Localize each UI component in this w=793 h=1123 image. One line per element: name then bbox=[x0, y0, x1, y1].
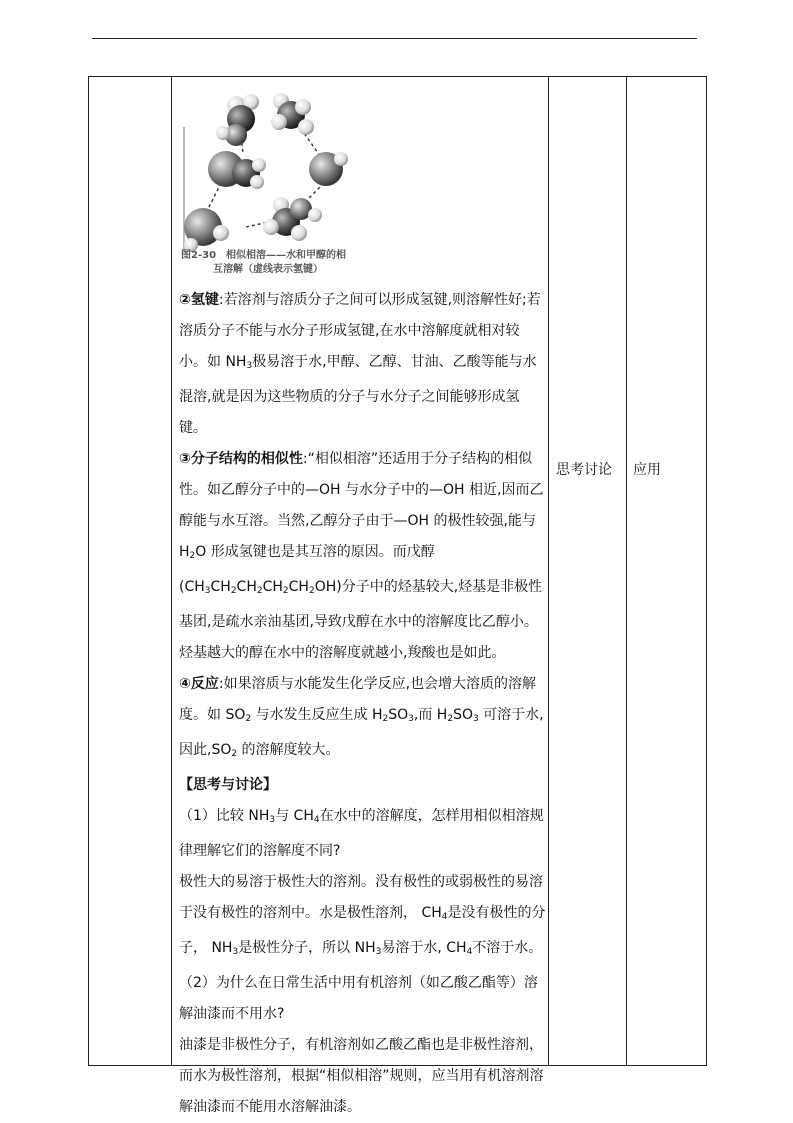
text: SO bbox=[388, 707, 409, 723]
text: 可溶于水,因此,SO bbox=[179, 707, 544, 758]
text: O 形成氢键也是其互溶的原因。而戊醇(CH bbox=[179, 544, 435, 595]
subscript: 3 bbox=[204, 586, 211, 596]
figure-caption bbox=[181, 249, 346, 277]
text: 不溶于水。 bbox=[472, 940, 543, 956]
answer-2: 油漆是非极性分子，有机溶剂如乙酸乙酯也是非极性溶剂，而水为极性溶剂，根据“相似相溶”规则，应当用有机溶剂溶解油漆而不能用水溶解油漆。 bbox=[179, 1037, 544, 1115]
subscript: 2 bbox=[231, 749, 238, 759]
water-molecule-right bbox=[309, 152, 348, 186]
subscript: 3 bbox=[375, 947, 382, 957]
goal-cell: 应用 bbox=[633, 462, 661, 478]
subscript: 2 bbox=[245, 714, 252, 724]
text: OH)分子中的烃基较大,烃基是非极性基团,是疏水亲油基团,导致戊醇在水中的溶解度比乙醇小。烃基越大的醇在水中的溶解度就越小,羧酸也是如此。 bbox=[179, 579, 543, 661]
methanol-molecule-left bbox=[208, 151, 266, 189]
subscript: 2 bbox=[447, 714, 454, 724]
question-1 bbox=[179, 801, 547, 867]
text: SO bbox=[453, 707, 473, 723]
question-2: （2）为什么在日常生活中用有机溶剂（如乙酸乙酯等）溶解油漆而不用水? bbox=[179, 975, 538, 1022]
text: 在水中的溶解度，怎样用相似相溶规律理解它们的溶解度不同? bbox=[179, 808, 544, 859]
water-molecule-bottom-left bbox=[184, 208, 229, 252]
paragraph-structure-similarity bbox=[179, 444, 547, 669]
label-structure-similarity: ③分子结构的相似性 bbox=[179, 451, 303, 467]
subscript: 2 bbox=[256, 586, 263, 596]
label-hydrogen-bond: ②氢键 bbox=[179, 292, 219, 308]
methanol-molecule-bottom bbox=[263, 197, 322, 241]
subscript: 3 bbox=[472, 714, 479, 724]
subscript: 2 bbox=[230, 586, 237, 596]
subscript: 4 bbox=[313, 815, 320, 825]
water-molecule-top-right bbox=[271, 93, 314, 135]
paragraph-hydrogen-bond bbox=[179, 285, 547, 444]
text: 是没有极性的分子， NH bbox=[179, 905, 546, 956]
text: CH bbox=[236, 579, 257, 595]
methanol-molecule-top bbox=[216, 94, 259, 146]
paragraph-reaction bbox=[179, 669, 547, 770]
text: :“相似相溶”还适用于分子结构的相似性。如乙醇分子中的—OH 与水分子中的—OH 相近,因而乙醇能与水互溶。当然,乙醇分子由于—OH 的极性较强,能与 H bbox=[179, 451, 544, 560]
text: 极性大的易溶于极性大的溶剂。没有极性的或弱极性的易溶于没有极性的溶剂中。水是极性溶剂， CH bbox=[179, 874, 543, 921]
text: :若溶剂与溶质分子之间可以形成氢键,则溶解性好;若溶质分子不能与水分子形成氢键,在水中溶解度就相对较小。如 NH bbox=[179, 292, 541, 370]
subscript: 3 bbox=[232, 947, 239, 957]
subscript: 2 bbox=[382, 714, 389, 724]
column-divider bbox=[171, 77, 172, 1065]
lesson-table bbox=[88, 76, 707, 1115]
subscript: 2 bbox=[308, 586, 315, 596]
text: ,而 H bbox=[413, 707, 448, 723]
text: 易溶于水, CH bbox=[381, 940, 467, 956]
title: 【思考与讨论】 bbox=[179, 777, 277, 793]
section-title-think-discuss bbox=[179, 770, 547, 801]
subscript: 2 bbox=[189, 551, 196, 561]
subscript: 2 bbox=[282, 586, 289, 596]
answer-1 bbox=[179, 867, 547, 968]
column-divider bbox=[548, 77, 549, 1065]
text: CH bbox=[288, 579, 309, 595]
caption-line-1: 图2-30 相似相溶——水和甲醇的相 bbox=[181, 250, 347, 261]
body-text bbox=[179, 285, 547, 1123]
subscript: 4 bbox=[466, 947, 473, 957]
subscript: 3 bbox=[408, 714, 414, 724]
text: 是极性分子，所以 NH bbox=[238, 940, 376, 956]
text: CH bbox=[210, 579, 231, 595]
text: 极易溶于水,甲醇、乙醇、甘油、乙酸等能与水混溶,就是因为这些物质的分子与水分子之间能够形成氢键。 bbox=[179, 354, 537, 436]
subscript: 3 bbox=[246, 361, 253, 371]
method-cell: 思考讨论 bbox=[556, 462, 612, 478]
subscript: 3 bbox=[269, 815, 276, 825]
label-reaction: ④反应 bbox=[179, 676, 219, 692]
text: :如果溶质与水能发生化学反应,也会增大溶质的溶解度。如 SO bbox=[179, 676, 537, 723]
text: （1）比较 NH bbox=[179, 808, 270, 824]
column-divider bbox=[626, 77, 627, 1065]
text: 与 CH bbox=[275, 808, 314, 824]
header-rule bbox=[92, 38, 697, 39]
caption-line-2: 互溶解（虚线表示氢键） bbox=[213, 264, 323, 275]
text: 的溶解度较大。 bbox=[237, 742, 340, 758]
text: 与水发生反应生成 H bbox=[251, 707, 383, 723]
subscript: 4 bbox=[441, 912, 448, 922]
text: CH bbox=[262, 579, 283, 595]
